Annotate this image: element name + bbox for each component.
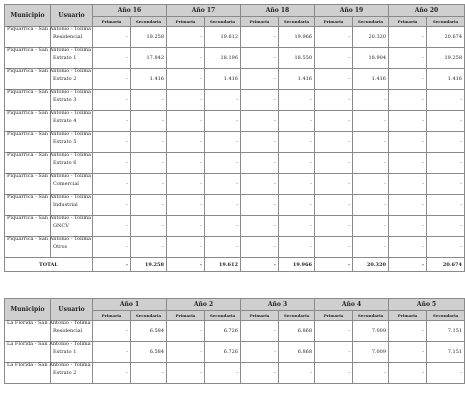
secundaria-value-cell: - <box>131 174 167 195</box>
primaria-value-cell: - <box>167 27 205 48</box>
primaria-value-cell: - <box>167 195 205 216</box>
municipio-cell: La Florida - San Antonio - Tolima <box>5 363 51 384</box>
secundaria-value-cell: - <box>131 153 167 174</box>
secundaria-value-cell: - <box>205 153 241 174</box>
primaria-value-cell: - <box>315 69 353 90</box>
municipio-cell: Piquarrica - San Antonio - Tolima <box>5 153 51 174</box>
primaria-value-cell: - <box>241 237 279 258</box>
secundaria-value-cell: - <box>353 174 389 195</box>
secundaria-value-cell: - <box>279 237 315 258</box>
secundaria-value-cell: 6.726 <box>205 342 241 363</box>
secundaria-value-cell: - <box>427 153 465 174</box>
primaria-value-cell: - <box>389 48 427 69</box>
secundaria-value-cell: - <box>279 111 315 132</box>
total-label: TOTAL <box>5 258 93 272</box>
year-header: Año 17 <box>167 5 241 17</box>
primaria-value-cell: - <box>389 174 427 195</box>
municipio-cell: Piquarrica - San Antonio - Tolima <box>5 111 51 132</box>
secundaria-value-cell: 19.258 <box>427 48 465 69</box>
secundaria-value-cell: - <box>427 216 465 237</box>
secundaria-value-cell: - <box>205 111 241 132</box>
primaria-value-cell: - <box>93 237 131 258</box>
secundaria-value-cell: - <box>279 90 315 111</box>
secundaria-value-cell: 1.416 <box>279 69 315 90</box>
total-value-cell: 20.320 <box>353 258 389 272</box>
secundaria-value-cell: - <box>131 90 167 111</box>
primaria-value-cell: - <box>167 342 205 363</box>
primaria-value-cell: - <box>389 153 427 174</box>
secundaria-value-cell: 18.196 <box>205 48 241 69</box>
year-header: Año 19 <box>315 5 389 17</box>
municipio-cell: Piquarrica - San Antonio - Tolima <box>5 27 51 48</box>
primaria-value-cell: - <box>315 48 353 69</box>
primaria-value-cell: - <box>389 195 427 216</box>
usuario-cell: GNCV <box>51 216 93 237</box>
table-row <box>5 27 465 48</box>
table-row <box>5 90 465 111</box>
year-header-row <box>5 5 465 17</box>
municipio-cell: Piquarrica - San Antonio - Tolima <box>5 237 51 258</box>
table-row <box>5 321 465 342</box>
primaria-value-cell: - <box>241 27 279 48</box>
municipio-header: Municipio <box>5 5 51 27</box>
year-header-row <box>5 299 465 311</box>
secundaria-value-cell: - <box>427 90 465 111</box>
primaria-header: Primaria <box>167 17 205 27</box>
primaria-value-cell: - <box>167 90 205 111</box>
secundaria-header: Secundaria <box>279 311 315 321</box>
primaria-value-cell: - <box>93 174 131 195</box>
table-body <box>5 27 465 272</box>
primaria-value-cell: - <box>315 27 353 48</box>
primaria-value-cell: - <box>241 111 279 132</box>
table-row <box>5 132 465 153</box>
primaria-value-cell: - <box>167 111 205 132</box>
secundaria-value-cell: - <box>205 216 241 237</box>
usuario-cell: Comercial <box>51 174 93 195</box>
primaria-value-cell: - <box>241 216 279 237</box>
secundaria-header: Secundaria <box>427 17 465 27</box>
primaria-value-cell: - <box>241 69 279 90</box>
usuario-cell: Otros <box>51 237 93 258</box>
primaria-value-cell: - <box>241 153 279 174</box>
secundaria-value-cell: - <box>353 237 389 258</box>
secundaria-value-cell: 1.416 <box>131 69 167 90</box>
year-header: Año 20 <box>389 5 465 17</box>
primaria-header: Primaria <box>93 311 131 321</box>
year-header: Año 3 <box>241 299 315 311</box>
primaria-value-cell: - <box>315 111 353 132</box>
primaria-value-cell: - <box>93 216 131 237</box>
secundaria-value-cell: - <box>427 195 465 216</box>
secundaria-value-cell: 6.584 <box>131 342 167 363</box>
table-row <box>5 69 465 90</box>
secundaria-header: Secundaria <box>205 311 241 321</box>
primaria-value-cell: - <box>167 153 205 174</box>
primaria-value-cell: - <box>167 48 205 69</box>
primaria-value-cell: - <box>315 153 353 174</box>
year-header: Año 2 <box>167 299 241 311</box>
municipio-cell: La Florida - San Antonio - Tolima <box>5 321 51 342</box>
usuario-cell: Estrato 3 <box>51 90 93 111</box>
year-header: Año 16 <box>93 5 167 17</box>
total-value-cell: - <box>241 258 279 272</box>
secundaria-value-cell: 18.550 <box>279 48 315 69</box>
primaria-value-cell: - <box>167 216 205 237</box>
primaria-value-cell: - <box>93 342 131 363</box>
municipio-cell: Piquarrica - San Antonio - Tolima <box>5 90 51 111</box>
table-row <box>5 342 465 363</box>
secundaria-value-cell: - <box>427 237 465 258</box>
municipio-cell: Piquarrica - San Antonio - Tolima <box>5 216 51 237</box>
primaria-value-cell: - <box>241 342 279 363</box>
secundaria-value-cell: 6.584 <box>131 321 167 342</box>
secundaria-value-cell: - <box>427 132 465 153</box>
total-value-cell: 19.258 <box>131 258 167 272</box>
usuario-cell: Estrato 2 <box>51 69 93 90</box>
primaria-value-cell: - <box>315 321 353 342</box>
table-row <box>5 216 465 237</box>
municipio-cell: Piquarrica - San Antonio - Tolima <box>5 132 51 153</box>
secundaria-value-cell: - <box>205 132 241 153</box>
secundaria-header: Secundaria <box>279 17 315 27</box>
table-row <box>5 237 465 258</box>
year-header: Año 5 <box>389 299 465 311</box>
secundaria-value-cell: 7.009 <box>353 321 389 342</box>
primaria-value-cell: - <box>315 237 353 258</box>
primaria-value-cell: - <box>315 90 353 111</box>
secundaria-value-cell: 19.258 <box>131 27 167 48</box>
primaria-value-cell: - <box>167 132 205 153</box>
secundaria-value-cell: 7.151 <box>427 342 465 363</box>
year-header: Año 4 <box>315 299 389 311</box>
secundaria-value-cell: - <box>427 111 465 132</box>
primaria-value-cell: - <box>389 69 427 90</box>
secundaria-value-cell: - <box>205 90 241 111</box>
primaria-value-cell: - <box>93 69 131 90</box>
secundaria-value-cell: 19.612 <box>205 27 241 48</box>
primaria-value-cell: - <box>315 132 353 153</box>
usuario-cell: Estrato 2 <box>51 363 93 384</box>
usuario-cell: Estrato 1 <box>51 48 93 69</box>
primaria-header: Primaria <box>93 17 131 27</box>
table-body <box>5 321 465 384</box>
primaria-value-cell: - <box>389 216 427 237</box>
secundaria-value-cell: - <box>205 195 241 216</box>
secundaria-value-cell: - <box>353 153 389 174</box>
primaria-value-cell: - <box>315 363 353 384</box>
total-value-cell: 19.612 <box>205 258 241 272</box>
total-value-cell: 20.674 <box>427 258 465 272</box>
usuario-cell: Estrato 4 <box>51 111 93 132</box>
total-value-cell: - <box>315 258 353 272</box>
secundaria-header: Secundaria <box>131 311 167 321</box>
table-row <box>5 48 465 69</box>
primaria-header: Primaria <box>389 311 427 321</box>
secundaria-value-cell: - <box>427 363 465 384</box>
year-header: Año 18 <box>241 5 315 17</box>
primaria-header: Primaria <box>241 311 279 321</box>
primaria-value-cell: - <box>315 174 353 195</box>
primaria-value-cell: - <box>315 342 353 363</box>
consumption-table-years-16-20 <box>4 4 465 272</box>
secundaria-header: Secundaria <box>427 311 465 321</box>
secundaria-value-cell: - <box>131 195 167 216</box>
usuario-cell: Estrato 5 <box>51 132 93 153</box>
usuario-cell: Residencial <box>51 27 93 48</box>
secundaria-header: Secundaria <box>205 17 241 27</box>
primaria-value-cell: - <box>93 48 131 69</box>
usuario-cell: Estrato 1 <box>51 342 93 363</box>
primaria-value-cell: - <box>167 363 205 384</box>
secundaria-header: Secundaria <box>353 17 389 27</box>
primaria-header: Primaria <box>389 17 427 27</box>
primaria-value-cell: - <box>93 90 131 111</box>
municipio-header: Municipio <box>5 299 51 321</box>
secundaria-value-cell: - <box>353 216 389 237</box>
secundaria-value-cell: - <box>353 363 389 384</box>
primaria-value-cell: - <box>93 27 131 48</box>
primaria-value-cell: - <box>315 195 353 216</box>
primaria-value-cell: - <box>241 321 279 342</box>
total-value-cell: - <box>167 258 205 272</box>
usuario-cell: Residencial <box>51 321 93 342</box>
secundaria-value-cell: - <box>131 216 167 237</box>
total-row <box>5 258 465 272</box>
secundaria-value-cell: 7.009 <box>353 342 389 363</box>
primaria-value-cell: - <box>93 363 131 384</box>
secundaria-value-cell: - <box>205 174 241 195</box>
secundaria-value-cell: 20.674 <box>427 27 465 48</box>
secundaria-value-cell: - <box>279 363 315 384</box>
usuario-header: Usuario <box>51 299 93 321</box>
primaria-header: Primaria <box>315 311 353 321</box>
secundaria-header: Secundaria <box>131 17 167 27</box>
primaria-value-cell: - <box>241 48 279 69</box>
primaria-value-cell: - <box>167 237 205 258</box>
primaria-value-cell: - <box>389 237 427 258</box>
municipio-cell: Piquarrica - San Antonio - Tolima <box>5 48 51 69</box>
secundaria-value-cell: 7.151 <box>427 321 465 342</box>
primaria-value-cell: - <box>389 90 427 111</box>
primaria-value-cell: - <box>167 321 205 342</box>
municipio-cell: La Florida - San Antonio - Tolima <box>5 342 51 363</box>
year-header: Año 1 <box>93 299 167 311</box>
primaria-value-cell: - <box>389 342 427 363</box>
usuario-cell: Estrato 6 <box>51 153 93 174</box>
primaria-value-cell: - <box>93 132 131 153</box>
table-row <box>5 363 465 384</box>
primaria-value-cell: - <box>389 363 427 384</box>
secundaria-value-cell: - <box>353 195 389 216</box>
secundaria-value-cell: 19.966 <box>279 27 315 48</box>
secundaria-value-cell: - <box>353 111 389 132</box>
secundaria-value-cell: 6.868 <box>279 342 315 363</box>
primaria-value-cell: - <box>93 195 131 216</box>
secundaria-value-cell: - <box>279 174 315 195</box>
secundaria-value-cell: 1.416 <box>353 69 389 90</box>
secundaria-value-cell: - <box>131 132 167 153</box>
primaria-header: Primaria <box>241 17 279 27</box>
secundaria-value-cell: - <box>131 111 167 132</box>
secundaria-value-cell: 20.320 <box>353 27 389 48</box>
secundaria-value-cell: 1.416 <box>427 69 465 90</box>
secundaria-value-cell: - <box>205 237 241 258</box>
primaria-value-cell: - <box>167 69 205 90</box>
primaria-value-cell: - <box>389 132 427 153</box>
secundaria-value-cell: - <box>131 363 167 384</box>
usuario-header: Usuario <box>51 5 93 27</box>
primaria-value-cell: - <box>93 153 131 174</box>
primaria-value-cell: - <box>241 195 279 216</box>
secundaria-value-cell: - <box>205 363 241 384</box>
secundaria-header: Secundaria <box>353 311 389 321</box>
primaria-value-cell: - <box>241 174 279 195</box>
secundaria-value-cell: 6.726 <box>205 321 241 342</box>
municipio-cell: Piquarrica - San Antonio - Tolima <box>5 195 51 216</box>
primaria-value-cell: - <box>389 111 427 132</box>
primaria-value-cell: - <box>241 132 279 153</box>
secundaria-value-cell: - <box>279 132 315 153</box>
secundaria-value-cell: 6.868 <box>279 321 315 342</box>
primaria-header: Primaria <box>167 311 205 321</box>
municipio-cell: Piquarrica - San Antonio - Tolima <box>5 69 51 90</box>
secundaria-value-cell: - <box>279 195 315 216</box>
primaria-value-cell: - <box>93 111 131 132</box>
primaria-value-cell: - <box>241 90 279 111</box>
primaria-value-cell: - <box>241 363 279 384</box>
usuario-cell: Industrial <box>51 195 93 216</box>
table-row <box>5 174 465 195</box>
secundaria-value-cell: 17.842 <box>131 48 167 69</box>
total-value-cell: 19.966 <box>279 258 315 272</box>
primaria-header: Primaria <box>315 17 353 27</box>
primaria-value-cell: - <box>389 321 427 342</box>
secundaria-value-cell: - <box>279 216 315 237</box>
secundaria-value-cell: 1.416 <box>205 69 241 90</box>
table-row <box>5 195 465 216</box>
secundaria-value-cell: - <box>353 132 389 153</box>
secundaria-value-cell: - <box>427 174 465 195</box>
primaria-value-cell: - <box>315 216 353 237</box>
total-value-cell: - <box>93 258 131 272</box>
total-value-cell: - <box>389 258 427 272</box>
secundaria-value-cell: - <box>353 90 389 111</box>
consumption-table-years-1-5 <box>4 298 465 384</box>
secundaria-value-cell: - <box>131 237 167 258</box>
primaria-value-cell: - <box>389 27 427 48</box>
secundaria-value-cell: - <box>279 153 315 174</box>
municipio-cell: Piquarrica - San Antonio - Tolima <box>5 174 51 195</box>
table-row <box>5 111 465 132</box>
primaria-value-cell: - <box>93 321 131 342</box>
primaria-value-cell: - <box>167 174 205 195</box>
secundaria-value-cell: 18.904 <box>353 48 389 69</box>
table-row <box>5 153 465 174</box>
